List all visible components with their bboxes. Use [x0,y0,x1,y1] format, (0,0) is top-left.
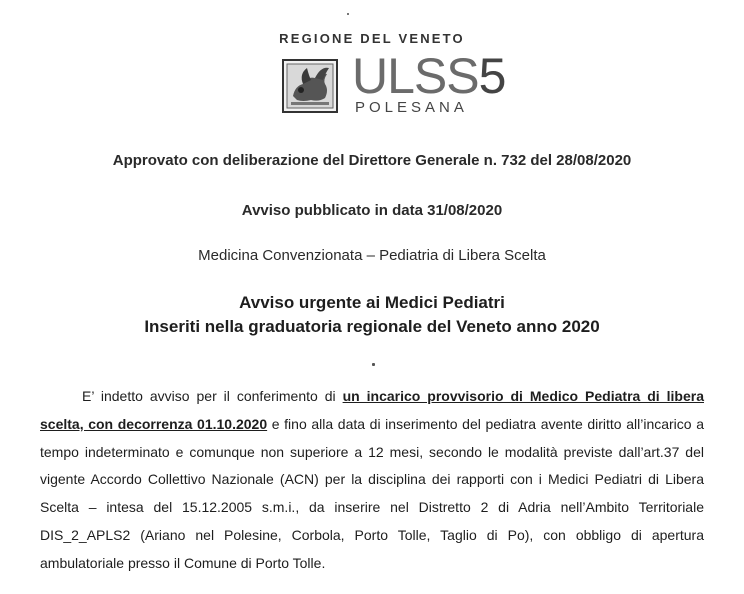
region-heading: REGIONE DEL VENETO [279,31,465,46]
body-highlight: un incarico provvisorio di Medico Pediatra di libera scelta, con decorrenza 01.10.2020 [40,388,704,432]
body-intro: E’ indetto avviso per il conferimento di [82,388,336,404]
scan-mark [372,363,375,366]
scan-speck [347,13,349,15]
published-line: Avviso pubblicato in data 31/08/2020 [241,202,503,219]
headline-line-1: Avviso urgente ai Medici Pediatri [239,293,505,312]
headline-line-2: Inseriti nella graduatoria regionale del Veneto anno 2020 [144,317,600,336]
ulss-logo-text [352,48,505,104]
logo-number: 5 [478,48,506,104]
logo-main: ULSS [352,48,479,104]
lion-crest-logo [281,56,341,116]
notice-body [40,383,704,578]
section-subtitle: Medicina Convenzionata – Pediatria di Libera Scelta [198,247,546,264]
notice-paragraph [40,383,704,578]
body-rest: e fino alla data di inserimento del pediatra avente diritto all’incarico a tempo indeterminato e comunque non superiore a 12 mesi, secondo le modalità previste dall’art.37 del vigente Accordo Collettivo Nazionale (ACN) per la disciplina dei rapporti con i Medici Pediatri di Libera Scelta – intesa del 15.12.2005 s.m.i., da inserire nel Distretto 2 di Adria nell’Ambito Territoriale DIS_2_APLS2 (Ariano nel Polesine, Corbola, Porto Tolle, Taglio di Po), con obbligo di apertura ambulatoriale presso il Comune di Porto Tolle. [40,415,704,571]
logo-subtitle: POLESANA [355,99,468,116]
approval-line: Approvato con deliberazione del Direttore Generale n. 732 del 28/08/2020 [112,152,632,169]
